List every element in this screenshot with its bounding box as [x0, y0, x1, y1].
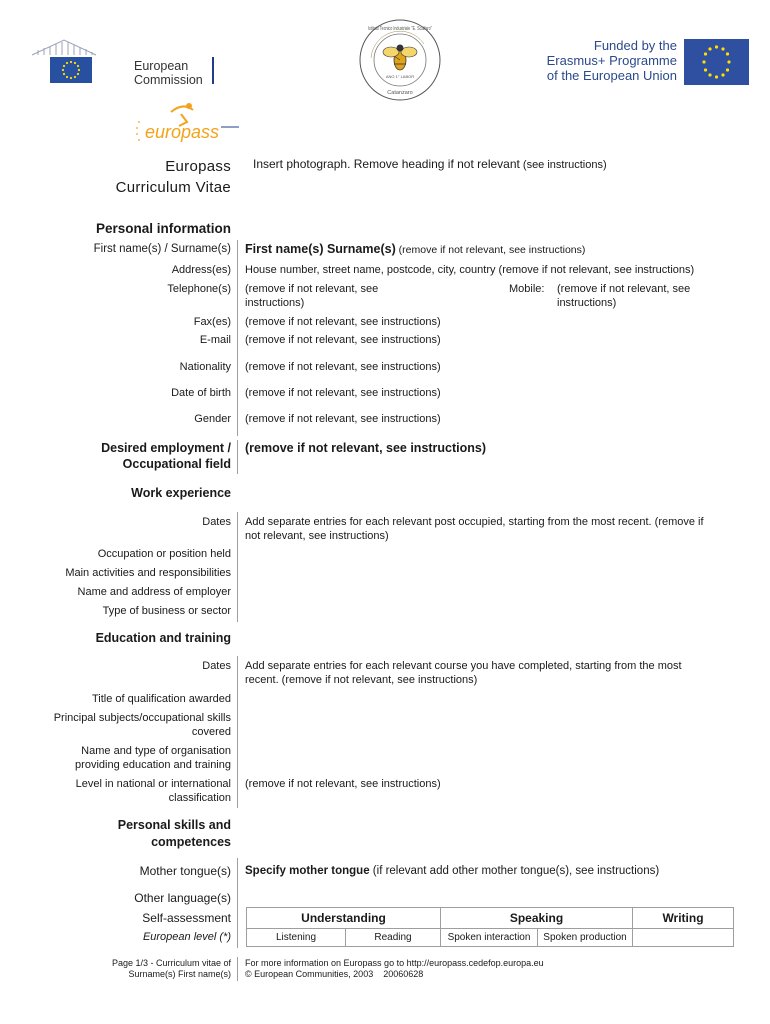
- section-personal-information: Personal information: [95, 221, 231, 236]
- occupation-label: Occupation or position held: [97, 548, 231, 560]
- column-divider: [237, 512, 238, 622]
- speaking-header: Speaking: [441, 908, 633, 929]
- europass-logo: [131, 100, 241, 150]
- education-dates-label: Dates: [202, 660, 231, 672]
- telephone-value: (remove if not relevant, see instructions): [245, 283, 379, 309]
- gender-label: Gender: [194, 413, 231, 425]
- other-languages-label: Other language(s): [134, 891, 231, 905]
- writing-header: Writing: [633, 908, 734, 929]
- gender-value: (remove if not relevant, see instructions): [245, 413, 441, 425]
- work-dates-label: Dates: [202, 516, 231, 528]
- footer-page-info: Page 1/3 - Curriculum vitae of Surname(s) First name(s): [111, 958, 231, 979]
- svg-text:ANO 1° LABOR: ANO 1° LABOR: [385, 74, 415, 79]
- work-dates-value: Add separate entries for each relevant post occupied, starting from the most recent. (remove if not relevant, see instructions): [245, 516, 704, 542]
- nationality-value: (remove if not relevant, see instructions): [245, 361, 441, 373]
- svg-text:Catanzaro: Catanzaro: [387, 90, 413, 96]
- address-value: House number, street name, postcode, city, country (remove if not relevant, see instructions): [245, 264, 695, 276]
- date-of-birth-label: Date of birth: [171, 387, 231, 399]
- activities-label: Main activities and responsibilities: [65, 567, 231, 579]
- european-level-label: European level (*): [142, 931, 231, 943]
- email-label: E-mail: [199, 334, 231, 346]
- erasmus-funding-text: Funded by the Erasmus+ Programme of the European Union: [546, 38, 677, 83]
- telephone-label: Telephone(s): [167, 283, 231, 295]
- european-commission-text: European Commission: [134, 59, 203, 87]
- column-divider: [237, 440, 238, 474]
- footer-europass-info: For more information on Europass go to http://europass.cedefop.europa.eu © European Communities, 2003 20060628: [245, 958, 544, 979]
- writing-subheader-empty: [633, 929, 734, 947]
- eu-flag-icon: [50, 57, 92, 83]
- mother-tongue-label: Mother tongue(s): [139, 864, 231, 878]
- date-of-birth-value: (remove if not relevant, see instructions): [245, 387, 441, 399]
- organisation-label: Name and type of organisation providing education and training: [75, 745, 231, 771]
- spoken-interaction-subheader: Spoken interaction: [441, 929, 538, 947]
- photo-placeholder-note: Insert photograph. Remove heading if not relevant (see instructions): [253, 157, 607, 171]
- listening-subheader: Listening: [247, 929, 346, 947]
- reading-subheader: Reading: [346, 929, 441, 947]
- business-label: Type of business or sector: [102, 605, 231, 617]
- address-label: Address(es): [171, 264, 231, 276]
- eu-flag-icon: [684, 39, 749, 85]
- section-education-training: Education and training: [95, 631, 231, 645]
- email-value: (remove if not relevant, see instructions): [245, 334, 441, 346]
- employer-label: Name and address of employer: [77, 586, 231, 598]
- name-label: First name(s) / Surname(s): [93, 243, 231, 255]
- name-value: First name(s) Surname(s) (remove if not relevant, see instructions): [245, 242, 586, 256]
- svg-text:europass: europass: [145, 122, 219, 142]
- qualification-label: Title of qualification awarded: [91, 693, 231, 705]
- education-dates-value: Add separate entries for each relevant course you have completed, starting from the most recent. (remove if not relevant, see instructions): [245, 660, 682, 686]
- self-assessment-label: Self-assessment: [142, 911, 231, 925]
- spoken-production-subheader: Spoken production: [538, 929, 633, 947]
- ec-building-icon: [30, 38, 98, 56]
- ec-logo-bar: [212, 57, 214, 84]
- footer-divider: [237, 957, 238, 981]
- section-work-experience: Work experience: [131, 486, 231, 500]
- desired-employment-label: Desired employment / Occupational field: [101, 441, 231, 471]
- column-divider: [237, 858, 238, 948]
- understanding-header: Understanding: [247, 908, 441, 929]
- subjects-label: Principal subjects/occupational skills covered: [53, 712, 231, 738]
- level-classification-value: (remove if not relevant, see instructions): [245, 778, 441, 790]
- section-personal-skills: Personal skills and competences: [117, 818, 231, 849]
- svg-text:Istituto Tecnico Industriale ": Istituto Tecnico Industriale "E. Scalfaro": [368, 26, 433, 32]
- fax-value: (remove if not relevant, see instructions): [245, 316, 441, 328]
- mobile-label: Mobile:: [509, 283, 545, 295]
- cv-title: Europass Curriculum Vitae: [115, 158, 231, 196]
- nationality-label: Nationality: [179, 361, 231, 373]
- mother-tongue-value: Specify mother tongue (if relevant add other mother tongue(s), see instructions): [245, 865, 660, 877]
- mobile-value: (remove if not relevant, see instructions): [557, 283, 691, 309]
- level-classification-label: Level in national or international classification: [75, 778, 231, 804]
- desired-employment-value: (remove if not relevant, see instructions): [245, 441, 487, 455]
- language-assessment-table: [246, 907, 734, 947]
- column-divider: [237, 240, 238, 436]
- column-divider: [237, 656, 238, 808]
- school-seal-logo: [358, 18, 442, 102]
- fax-label: Fax(es): [193, 316, 231, 328]
